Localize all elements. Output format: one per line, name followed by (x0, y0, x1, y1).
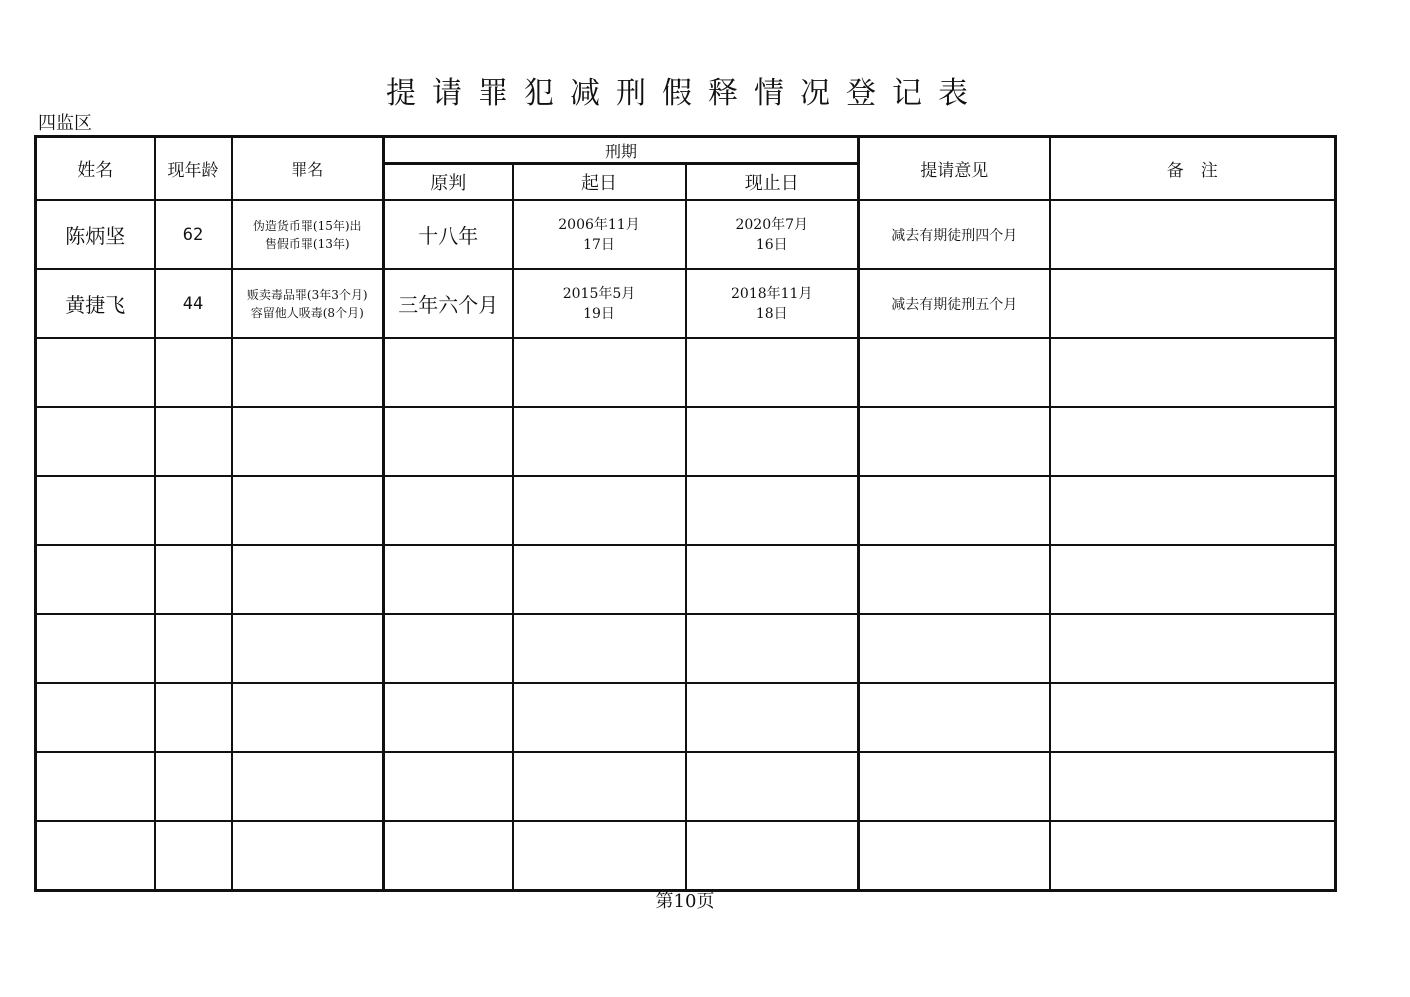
crime-line: 售假币罪(13年) (264, 236, 350, 251)
empty-cell (859, 476, 1050, 545)
register-table (34, 135, 1337, 892)
cell-remarks (1050, 200, 1336, 269)
empty-cell (36, 407, 155, 476)
cell-start-date (513, 200, 686, 269)
cell-opinion: 减去有期徒刑五个月 (859, 269, 1050, 338)
empty-cell (513, 614, 686, 683)
date-line: 2015年5月 (562, 285, 636, 302)
document-title: 提请罪犯减刑假释情况登记表 (386, 76, 984, 111)
empty-cell (155, 614, 232, 683)
empty-cell (232, 683, 384, 752)
empty-cell (384, 821, 513, 891)
empty-cell (686, 821, 859, 891)
empty-cell (232, 821, 384, 891)
empty-cell (859, 338, 1050, 407)
empty-cell (384, 407, 513, 476)
date-line: 18日 (755, 305, 788, 322)
header-original: 原判 (384, 164, 513, 201)
header-start: 起日 (513, 164, 686, 201)
cell-name: 陈炳坚 (36, 200, 155, 269)
empty-cell (155, 683, 232, 752)
empty-cell (859, 683, 1050, 752)
empty-cell (155, 338, 232, 407)
cell-opinion: 减去有期徒刑四个月 (859, 200, 1050, 269)
cell-original-sentence: 十八年 (384, 200, 513, 269)
empty-cell (686, 476, 859, 545)
table-header (36, 137, 1336, 201)
empty-cell (36, 545, 155, 614)
empty-cell (513, 407, 686, 476)
empty-cell (384, 683, 513, 752)
empty-cell (859, 407, 1050, 476)
empty-row (36, 545, 1336, 614)
empty-cell (686, 752, 859, 821)
cell-end-date (686, 269, 859, 338)
empty-cell (384, 545, 513, 614)
empty-cell (859, 614, 1050, 683)
empty-cell (155, 752, 232, 821)
empty-cell (686, 338, 859, 407)
ward-label: 四监区 (38, 113, 92, 134)
empty-cell (36, 683, 155, 752)
empty-cell (384, 752, 513, 821)
cell-crime (232, 269, 384, 338)
header-crime: 罪名 (232, 137, 384, 201)
empty-cell (232, 545, 384, 614)
empty-cell (384, 614, 513, 683)
empty-cell (36, 821, 155, 891)
empty-cell (513, 752, 686, 821)
empty-cell (859, 752, 1050, 821)
date-line: 2020年7月 (735, 216, 809, 233)
empty-row (36, 476, 1336, 545)
empty-cell (36, 614, 155, 683)
cell-crime (232, 200, 384, 269)
crime-line: 贩卖毒品罪(3年3个月) (246, 287, 368, 302)
empty-cell (859, 821, 1050, 891)
empty-row (36, 614, 1336, 683)
cell-start-date (513, 269, 686, 338)
date-line: 2018年11月 (731, 285, 813, 302)
page-number: 第10页 (655, 891, 715, 912)
empty-cell (686, 683, 859, 752)
empty-cell (232, 752, 384, 821)
empty-cell (1050, 614, 1336, 683)
empty-cell (513, 545, 686, 614)
header-end: 现止日 (686, 164, 859, 201)
empty-cell (155, 407, 232, 476)
header-row (36, 137, 1336, 164)
date-line: 19日 (583, 305, 615, 322)
empty-row (36, 407, 1336, 476)
empty-row (36, 752, 1336, 821)
empty-cell (232, 614, 384, 683)
empty-cell (686, 545, 859, 614)
header-age: 现年龄 (155, 137, 232, 201)
empty-cell (36, 338, 155, 407)
empty-cell (1050, 338, 1336, 407)
cell-remarks (1050, 269, 1336, 338)
cell-name: 黄捷飞 (36, 269, 155, 338)
date-line: 16日 (755, 236, 788, 253)
cell-original-sentence: 三年六个月 (384, 269, 513, 338)
empty-cell (232, 338, 384, 407)
header-remarks: 备 注 (1050, 137, 1336, 201)
crime-line: 伪造货币罪(15年)出 (252, 218, 362, 233)
empty-cell (155, 545, 232, 614)
cell-age: 62 (155, 200, 232, 269)
empty-cell (859, 545, 1050, 614)
empty-cell (1050, 821, 1336, 891)
table-body (36, 200, 1336, 891)
empty-row (36, 338, 1336, 407)
empty-cell (513, 476, 686, 545)
empty-cell (1050, 476, 1336, 545)
cell-age: 44 (155, 269, 232, 338)
empty-cell (1050, 683, 1336, 752)
empty-cell (384, 338, 513, 407)
empty-cell (36, 752, 155, 821)
table-row (36, 269, 1336, 338)
empty-cell (513, 683, 686, 752)
empty-cell (155, 476, 232, 545)
empty-cell (232, 476, 384, 545)
empty-cell (384, 476, 513, 545)
empty-cell (1050, 407, 1336, 476)
empty-cell (686, 407, 859, 476)
empty-cell (513, 821, 686, 891)
date-line: 2006年11月 (558, 216, 640, 233)
empty-cell (686, 614, 859, 683)
cell-end-date (686, 200, 859, 269)
empty-cell (155, 821, 232, 891)
header-opinion: 提请意见 (859, 137, 1050, 201)
empty-cell (513, 338, 686, 407)
empty-cell (36, 476, 155, 545)
empty-cell (1050, 752, 1336, 821)
empty-cell (1050, 545, 1336, 614)
crime-line: 容留他人吸毒(8个月) (250, 305, 364, 320)
header-name: 姓名 (36, 137, 155, 201)
table-row (36, 200, 1336, 269)
date-line: 17日 (583, 236, 615, 253)
empty-row (36, 683, 1336, 752)
header-sentence-group: 刑期 (384, 137, 859, 164)
empty-cell (232, 407, 384, 476)
empty-row (36, 821, 1336, 891)
